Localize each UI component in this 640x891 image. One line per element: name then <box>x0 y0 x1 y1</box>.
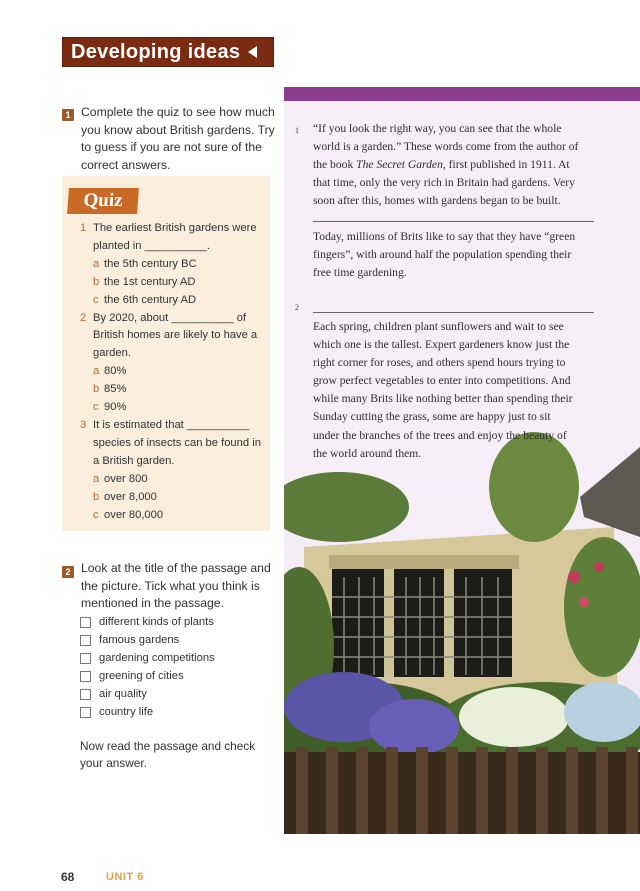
question-number: 3 <box>80 418 87 431</box>
checkbox[interactable] <box>80 653 91 664</box>
passage-line: grow perfect vegetables to enter into competitions. And <box>313 374 571 388</box>
page-number: 68 <box>61 870 75 884</box>
option-letter: a <box>93 257 100 270</box>
quiz-question-1 <box>80 220 265 256</box>
tick-item[interactable] <box>80 704 215 722</box>
passage-line: Each spring, children plant sunflowers and wait to see <box>313 320 564 333</box>
passage-line: that time, only the very rich in Britain had gardens. Very <box>313 176 575 190</box>
checkbox[interactable] <box>80 617 91 628</box>
tick-label: famous gardens <box>99 633 180 646</box>
quiz-question-2 <box>80 310 265 364</box>
task-2-line: mentioned in the passage. <box>81 596 224 611</box>
tick-label: country life <box>99 705 154 718</box>
quiz-question-3 <box>80 417 265 471</box>
option-text: 80% <box>104 365 127 378</box>
question-text: British homes are likely to have a <box>93 329 258 342</box>
option-letter: a <box>93 365 100 378</box>
tick-label: gardening competitions <box>99 651 215 664</box>
question-text: species of insects can be found in <box>93 436 261 449</box>
passage-line: under the branches of the trees and enjoy the beauty of <box>313 428 567 442</box>
question-number: 2 <box>80 311 87 324</box>
option-letter: c <box>93 508 99 521</box>
passage-line: while many Brits like nothing better than spending their <box>313 392 573 406</box>
tick-label: air quality <box>99 687 147 700</box>
passage-line: “If you look the right way, you can see that the whole <box>313 122 562 135</box>
task-1-line: to guess if you are not sure of the <box>81 140 262 155</box>
task-2-number: 2 <box>62 566 74 578</box>
option-text: 85% <box>104 383 127 396</box>
option-text: over 8,000 <box>104 490 157 503</box>
passage-line <box>313 156 595 174</box>
tick-item[interactable] <box>80 668 215 686</box>
task-2-instructions <box>81 560 281 613</box>
option-letter: c <box>93 401 99 414</box>
question-text: garden. <box>93 347 131 360</box>
task-1-line: correct answers. <box>81 157 171 172</box>
answer-blank-line[interactable] <box>313 312 594 313</box>
task-1-instructions <box>81 104 281 174</box>
paragraph-number: 1 <box>295 126 299 135</box>
option-text: over 80,000 <box>104 508 164 521</box>
section-banner <box>62 37 274 67</box>
option-letter: b <box>93 383 100 396</box>
question-text: a British garden. <box>93 454 175 467</box>
passage-line: soon after this, homes with gardens began to be built. <box>313 194 561 208</box>
task-1-line: Complete the quiz to see how much <box>81 105 275 119</box>
option-letter: b <box>93 490 100 503</box>
book-title: The Secret Garden <box>356 158 443 172</box>
task-2-line: Look at the title of the passage and <box>81 561 271 575</box>
quiz-option[interactable] <box>80 256 265 274</box>
task-1-line: you know about British gardens. Try <box>81 122 275 137</box>
followup-line: your answer. <box>80 756 147 770</box>
passage-paragraph-1 <box>313 120 595 210</box>
checkbox[interactable] <box>80 635 91 646</box>
quiz-option[interactable] <box>80 507 265 525</box>
question-text: planted in __________. <box>93 239 210 252</box>
checkbox[interactable] <box>80 689 91 700</box>
quiz-option[interactable] <box>80 292 265 310</box>
tick-list <box>80 614 215 721</box>
passage-line: fingers”, with around half the population spending their <box>313 248 572 262</box>
quiz-option[interactable] <box>80 274 265 292</box>
followup-line: Now read the passage and check <box>80 739 256 753</box>
section-title: Developing ideas <box>71 40 241 63</box>
passage-line: the world around them. <box>313 446 422 460</box>
option-letter: b <box>93 275 100 288</box>
tick-item[interactable] <box>80 650 215 668</box>
checkbox[interactable] <box>80 707 91 718</box>
checkbox[interactable] <box>80 671 91 682</box>
option-text: the 6th century AD <box>104 293 197 306</box>
option-text: 90% <box>104 401 127 414</box>
passage-paragraph-3 <box>313 318 595 463</box>
quiz-tag: Quiz <box>67 188 139 214</box>
quiz-option[interactable] <box>80 471 265 489</box>
passage-line: right corner for roses, and others spend hours trying to <box>313 356 566 370</box>
option-text: the 5th century BC <box>104 257 197 270</box>
unit-label: UNIT 6 <box>106 871 144 883</box>
option-text: over 800 <box>104 472 148 485</box>
tick-label: greening of cities <box>99 669 184 682</box>
quiz-option[interactable] <box>80 363 265 381</box>
passage-line: which one is the tallest. Expert gardeners know just the <box>313 338 570 352</box>
tick-item[interactable] <box>80 632 215 650</box>
arrow-left-icon <box>248 46 257 58</box>
passage-text: the book <box>313 158 357 172</box>
passage-line: Today, millions of Brits like to say that they have “green <box>313 230 576 243</box>
tick-item[interactable] <box>80 686 215 704</box>
task-1-number: 1 <box>62 109 74 121</box>
task-2-followup <box>80 738 280 772</box>
question-text: By 2020, about __________ of <box>93 311 247 324</box>
passage-header-bar <box>284 87 640 101</box>
quiz-option[interactable] <box>80 399 265 417</box>
answer-blank-line[interactable] <box>313 221 594 222</box>
passage-line: Sunday cutting the grass, some are happy just to sit <box>313 410 551 424</box>
tick-label: different kinds of plants <box>99 616 214 628</box>
option-letter: a <box>93 472 100 485</box>
option-letter: c <box>93 293 99 306</box>
quiz-questions <box>80 220 265 524</box>
quiz-option[interactable] <box>80 381 265 399</box>
tick-item[interactable] <box>80 614 215 632</box>
quiz-option[interactable] <box>80 489 265 507</box>
question-number: 1 <box>80 222 87 234</box>
task-2-line: the picture. Tick what you think is <box>81 578 260 593</box>
paragraph-number: 2 <box>295 303 299 312</box>
passage-line: free time gardening. <box>313 266 407 280</box>
question-text: The earliest British gardens were <box>93 222 257 234</box>
option-text: the 1st century AD <box>104 275 196 288</box>
question-text: It is estimated that __________ <box>93 418 250 431</box>
passage-text: , first published in 1911. At <box>442 158 570 172</box>
passage-paragraph-2 <box>313 228 595 282</box>
passage-line: world is a garden.” These words come from the author of <box>313 140 579 154</box>
